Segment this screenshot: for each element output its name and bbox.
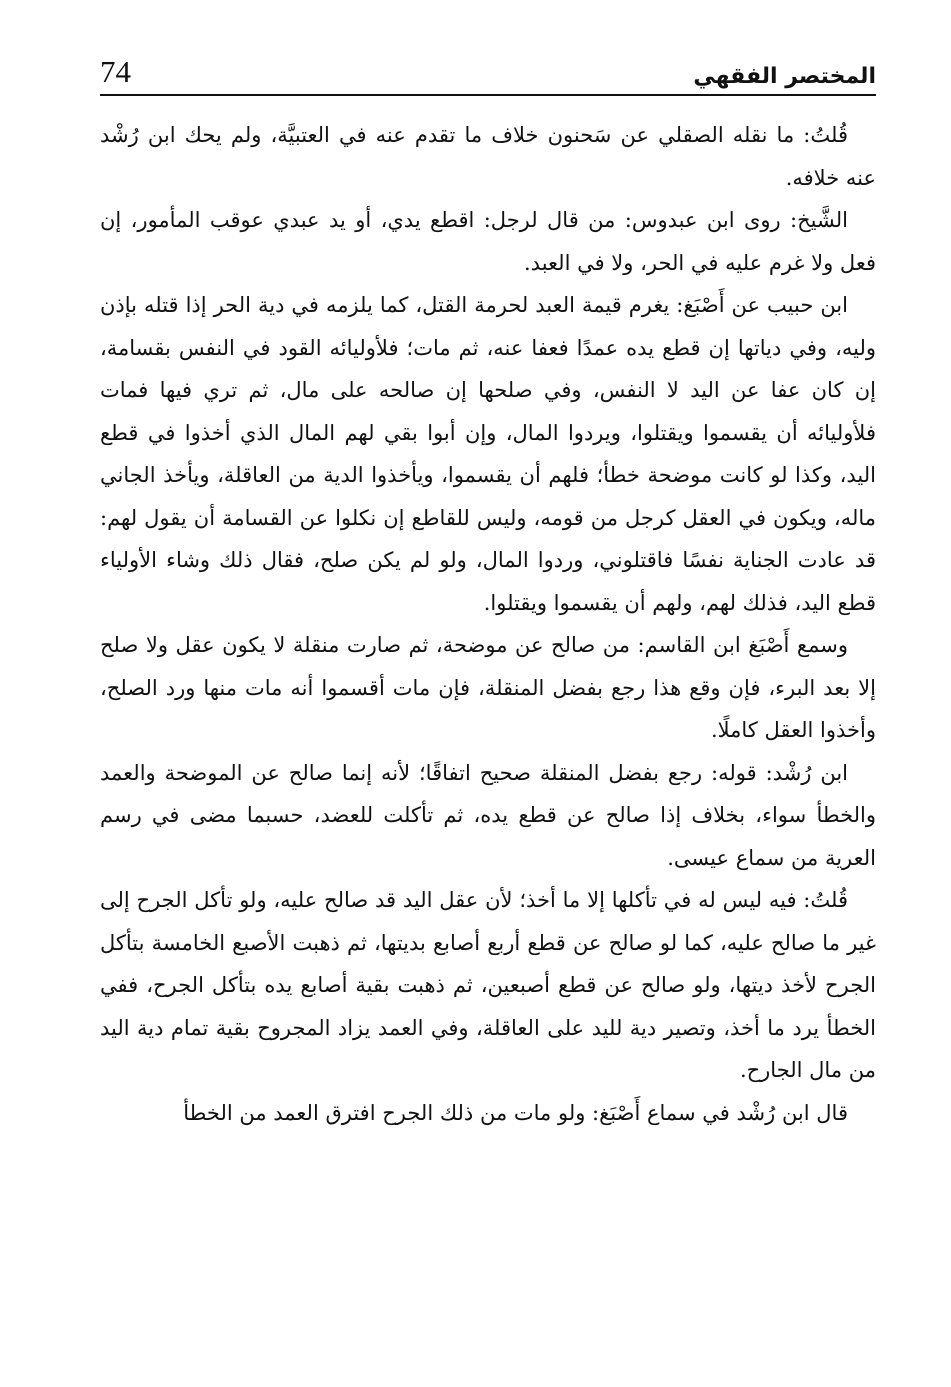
running-title: المختصر الفقهي bbox=[693, 64, 876, 89]
paragraph: وسمع أَصْبَغ ابن القاسم: من صالح عن موضحة، ثم صارت منقلة لا يكون عقل ولا صلح إلا بعد البرء، فإن وقع هذا رجع بفضل المنقلة، فإن مات أقسموا أنه مات منها ورد الصلح، وأخذوا العقل كاملًا. bbox=[100, 633, 876, 742]
paragraph: ابن حبيب عن أَصْبَغ: يغرم قيمة العبد لحرمة القتل، كما يلزمه في دية الحر إذا قتله بإذن وليه، وفي دياتها إن قطع يده عمدًا فعفا عنه، ثم مات؛ فلأوليائه القود في النفس بقسامة، إن كان عفا عن اليد لا النفس، وفي صلحها إن صالحه على مال، ثم تري فيها فمات فلأوليائه أن يقسموا ويقتلوا، ويردوا المال، وإن أبوا بقي لهم المال الذي أخذوا في قطع اليد، وكذا لو كانت موضحة خطأ؛ فلهم أن يقسموا، ويأخذوا الدية من العاقلة، ويأخذ الجاني ماله، ويكون في العقل كرجل من قومه، وليس للقاطع إن نكلوا عن القسامة أن يقول لهم: قد عادت الجناية نفسًا فاقتلوني، وردوا المال، ولو لم يكن صلح، فقال ذلك وشاء الأولياء قطع اليد، فذلك لهم، ولهم أن يقسموا ويقتلوا. bbox=[100, 293, 876, 615]
paragraph: قُلتُ: فيه ليس له في تأكلها إلا ما أخذ؛ لأن عقل اليد قد صالح عليه، ولو تأكل الجرح إلى غير ما صالح عليه، كما لو صالح عن قطع أربع أصابع بديتها، ثم ذهبت الأصبع الخامسة بتأكل الجرح لأخذ ديتها، ولو صالح عن قطع أصبعين، ثم ذهبت بقية أصابع يده بتأكل الجرح، ففي الخطأ يرد ما أخذ، وتصير دية لليد على العاقلة، وفي العمد يزاد المجروح بقية تمام دية اليد من مال الجارح. bbox=[100, 888, 876, 1082]
page-body bbox=[100, 114, 876, 1134]
page-number: 74 bbox=[100, 54, 131, 89]
paragraph: الشَّيخ: روى ابن عبدوس: من قال لرجل: اقطع يدي، أو يد عبدي عوقب المأمور، إن فعل ولا غرم عليه في الحر، ولا في العبد. bbox=[100, 208, 876, 275]
paragraph: ابن رُشْد: قوله: رجع بفضل المنقلة صحيح اتفاقًا؛ لأنه إنما صالح عن الموضحة والعمد والخطأ سواء، بخلاف إذا صالح عن قطع يده، ثم تأكلت للعضد، حسبما مضى في رسم العرية من سماع عيسى. bbox=[100, 760, 876, 870]
paragraph: قُلتُ: ما نقله الصقلي عن سَحنون خلاف ما تقدم عنه في العتبيَّة، ولم يحك ابن رُشْد عنه خلافه. bbox=[100, 123, 876, 190]
book-page bbox=[100, 48, 876, 1134]
page-header bbox=[100, 48, 876, 96]
paragraph: قال ابن رُشْد في سماع أَصْبَغ: ولو مات من ذلك الجرح افترق العمد من الخطأ bbox=[183, 1100, 848, 1125]
